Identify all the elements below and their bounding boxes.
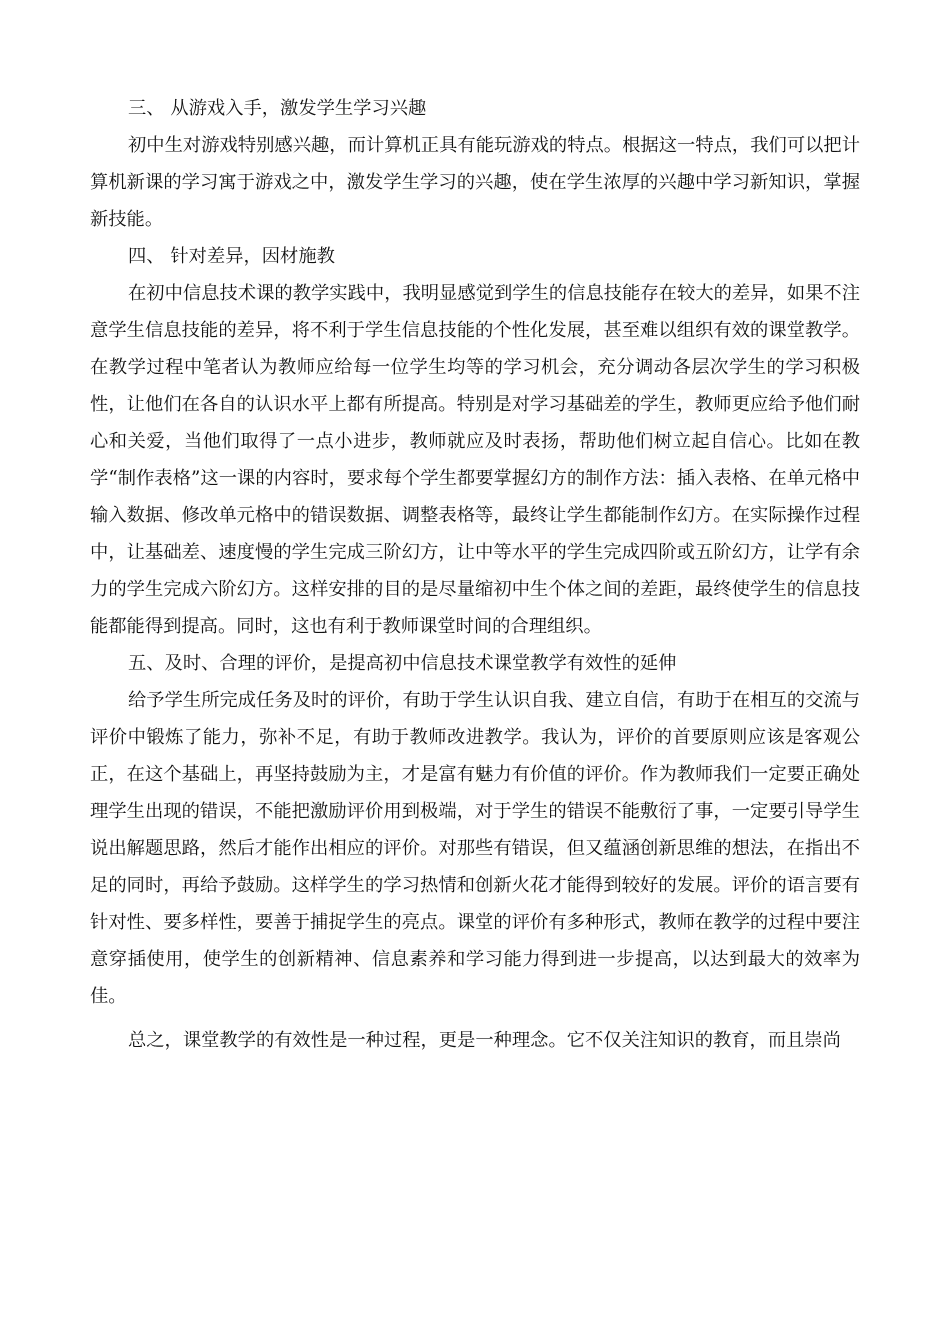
paragraph: 初中生对游戏特别感兴趣，而计算机正具有能玩游戏的特点。根据这一特点，我们可以把计算机新课的学习寓于游戏之中，激发学生学习的兴趣，使在学生浓厚的兴趣中学习新知识，掌握新技能。: [90, 135, 860, 230]
paragraph-conclusion: 总之，课堂教学的有效性是一种过程，更是一种理念。它不仅关注知识的教育，而且崇尚: [128, 1030, 841, 1051]
paragraph: 在初中信息技术课的教学实践中，我明显感觉到学生的信息技能存在较大的差异，如果不注意学生信息技能的差异，将不利于学生信息技能的个性化发展，甚至难以组织有效的课堂教学。在教学过程中笔者认为教师应给每一位学生均等的学习机会，充分调动各层次学生的学习积极性，让他们在各自的认识水平上都有所提高。特别是对学习基础差的学生，教师更应给予他们耐心和关爱，当他们取得了一点小进步，教师就应及时表扬，帮助他们树立起自信心。比如在教学“制作表格”这一课的内容时，要求每个学生都要掌握幻方的制作方法：插入表格、在单元格中输入数据、修改单元格中的错误数据、调整表格等，最终让学生都能制作幻方。在实际操作过程中，让基础差、速度慢的学生完成三阶幻方，让中等水平的学生完成四阶或五阶幻方，让学有余力的学生完成六阶幻方。这样安排的目的是尽量缩初中生个体之间的差距，最终使学生的信息技能都能得到提高。同时，这也有利于教师课堂时间的合理组织。: [90, 283, 860, 637]
section-heading-3: 三、 从游戏入手，激发学生学习兴趣: [128, 98, 427, 119]
paragraph: 给予学生所完成任务及时的评价，有助于学生认识自我、建立自信，有助于在相互的交流与评价中锻炼了能力，弥补不足，有助于教师改进教学。我认为，评价的首要原则应该是客观公正，在这个基础上，再坚持鼓励为主，才是富有魅力有价值的评价。作为教师我们一定要正确处理学生出现的错误，不能把激励评价用到极端，对于学生的错误不能敷衍了事，一定要引导学生说出解题思路，然后才能作出相应的评价。对那些有错误，但又蕴涵创新思维的想法，在指出不足的同时，再给予鼓励。这样学生的学习热情和创新火花才能得到较好的发展。评价的语言要有针对性、要多样性，要善于捕捉学生的亮点。课堂的评价有多种形式，教师在教学的过程中要注意穿插使用，使学生的创新精神、信息素养和学习能力得到进一步提高，以达到最大的效率为佳。: [90, 690, 860, 1007]
body-text: [90, 90, 860, 1059]
section-heading-5: 五、及时、合理的评价，是提高初中信息技术课堂教学有效性的延伸: [128, 653, 677, 674]
section-heading-4: 四、 针对差异，因材施教: [128, 246, 335, 267]
